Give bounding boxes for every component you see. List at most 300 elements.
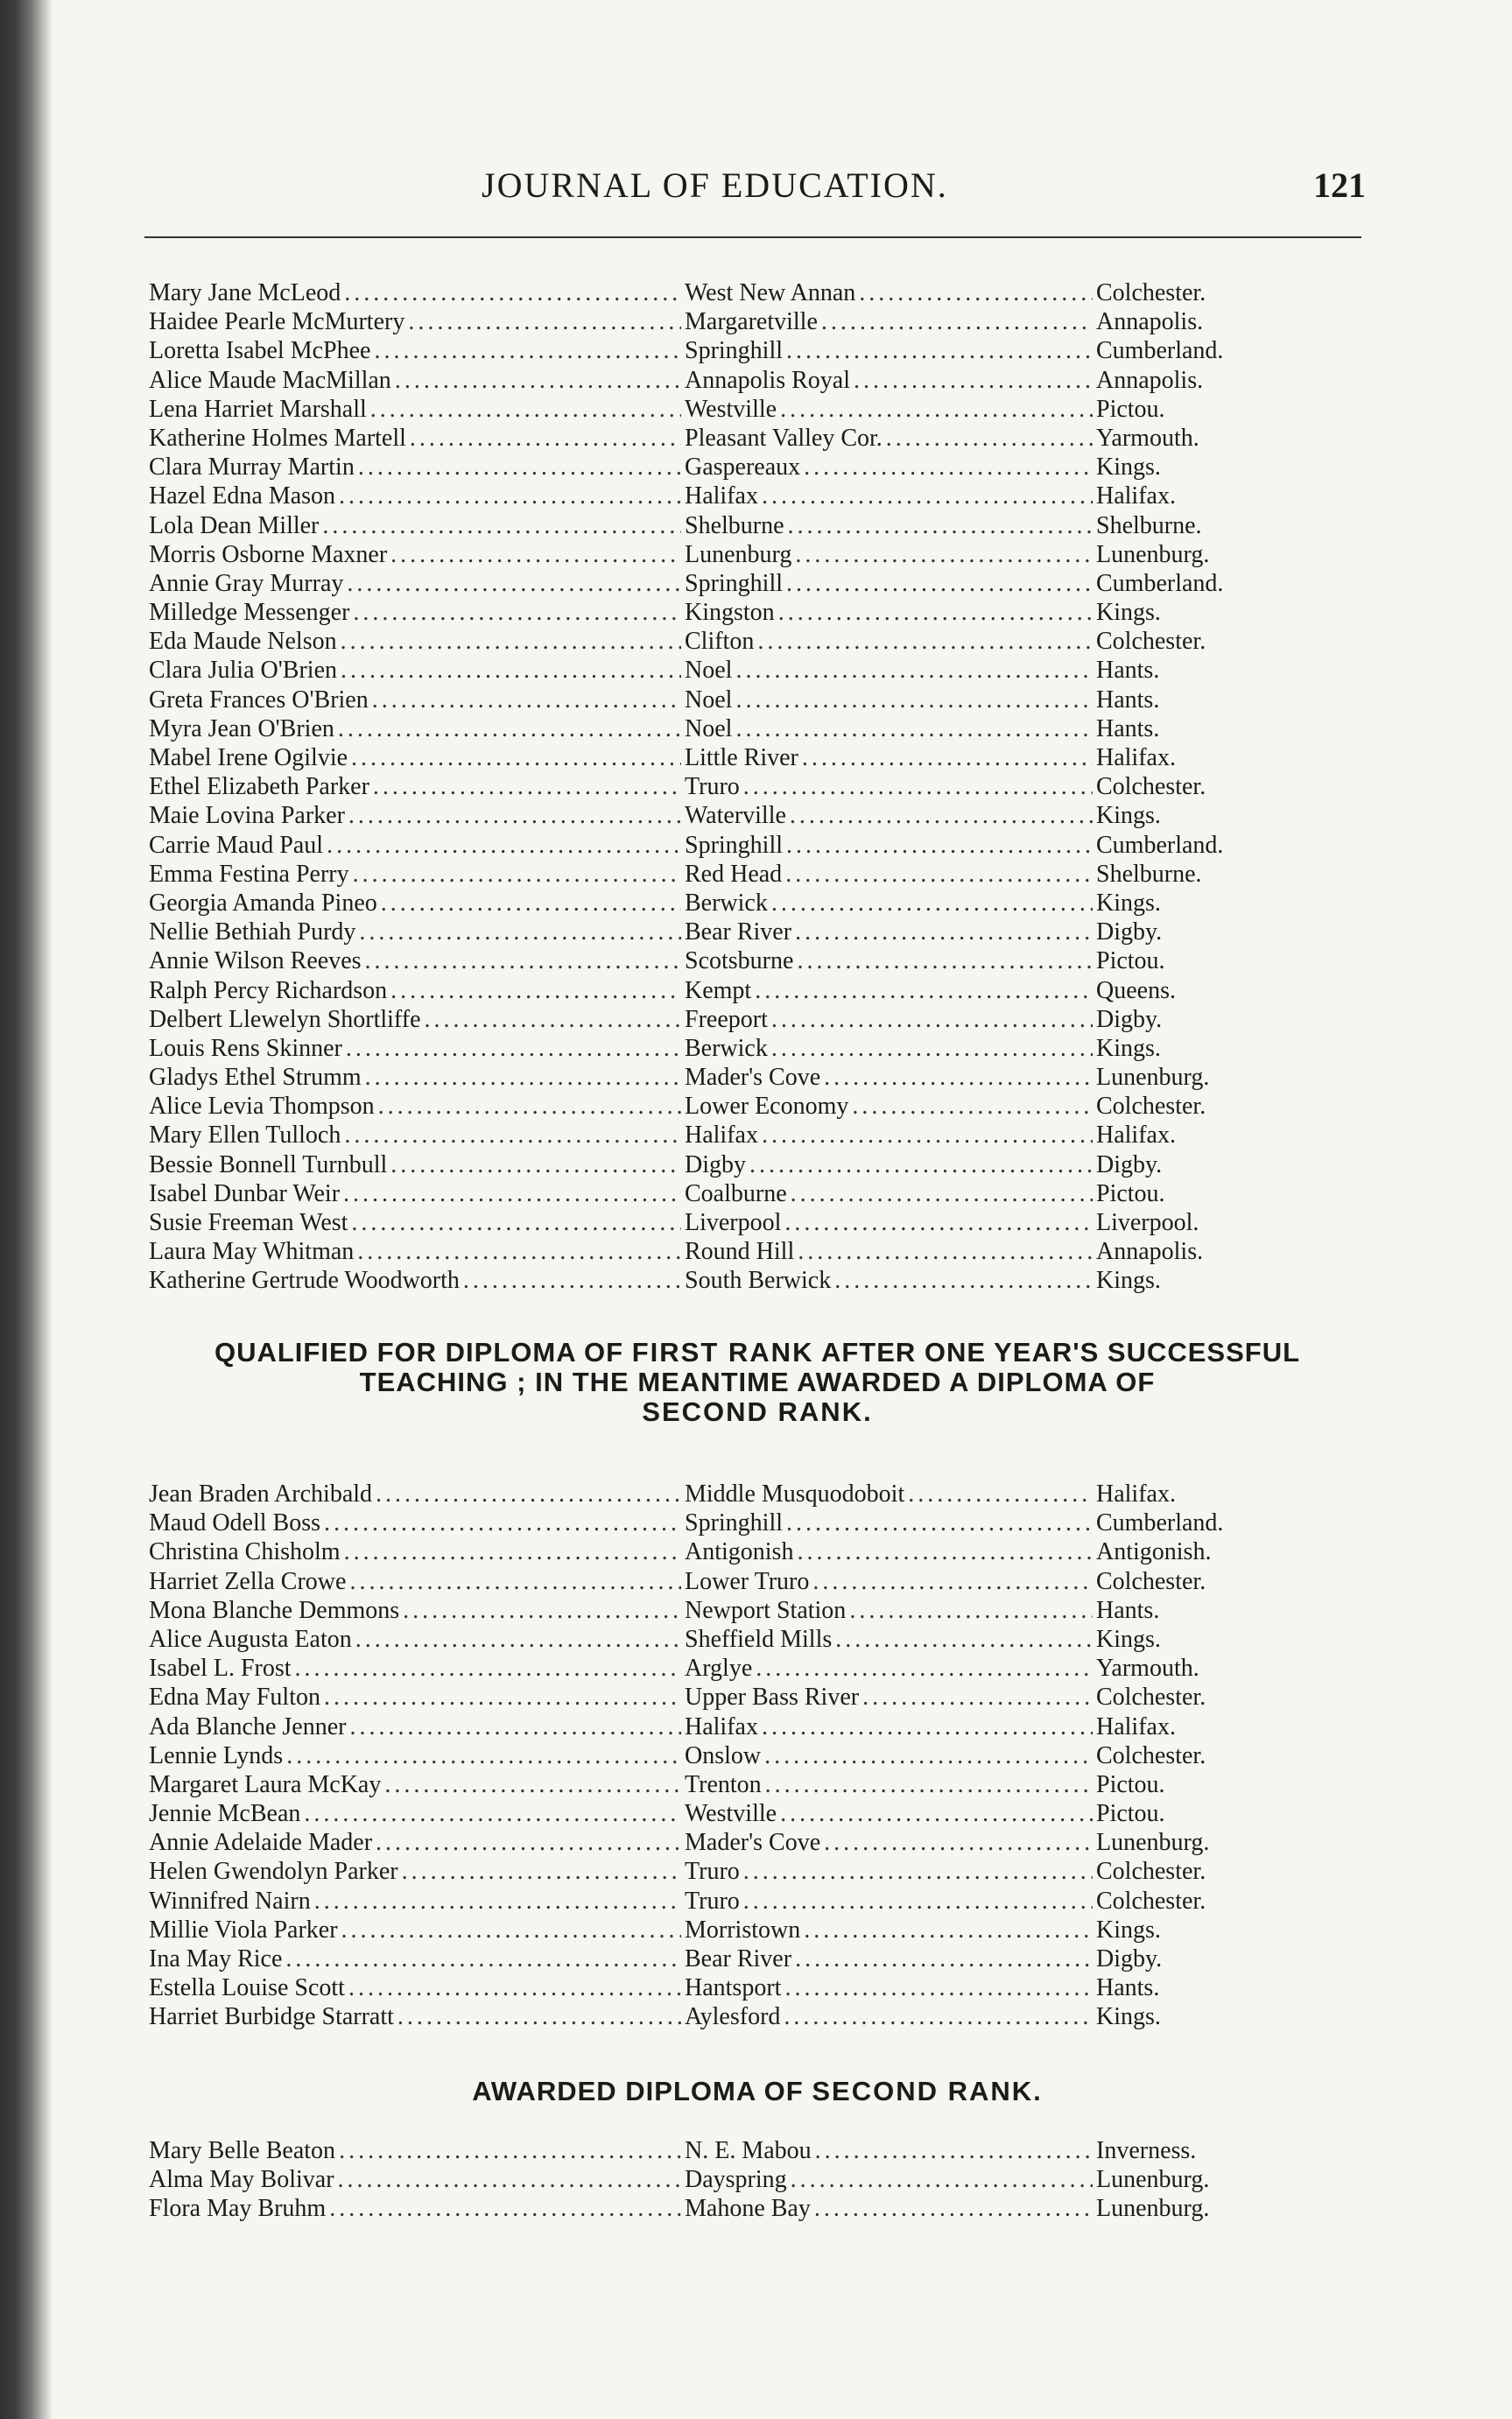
place-name: Morristown — [685, 1916, 801, 1944]
cell-place — [685, 2136, 1096, 2165]
county-name: Halifax. — [1096, 482, 1176, 510]
student-name: Katherine Holmes Martell — [149, 424, 406, 452]
county-name: Digby. — [1096, 918, 1163, 946]
cell-name — [149, 1150, 685, 1179]
student-name: Isabel L. Frost — [149, 1655, 292, 1683]
rank-label: FIRST RANK — [631, 1337, 814, 1368]
cell-name — [149, 1683, 685, 1712]
dot-leader — [374, 336, 681, 365]
dot-leader — [378, 1092, 681, 1121]
cell-place — [685, 1770, 1096, 1799]
cell-place — [685, 1944, 1096, 1973]
dot-leader — [814, 2194, 1093, 2223]
dot-leader — [786, 569, 1093, 598]
cell-place — [685, 569, 1096, 598]
dot-leader — [765, 1770, 1093, 1799]
cell-place — [685, 1596, 1096, 1625]
place-name: Mahone Bay — [685, 2195, 811, 2223]
cell-place — [685, 1683, 1096, 1712]
list-item — [149, 540, 1274, 569]
list-item — [149, 336, 1274, 365]
section-heading-line-3: SECOND RANK. — [642, 1396, 873, 1427]
dot-leader — [286, 1741, 681, 1770]
dot-leader — [743, 772, 1093, 801]
dot-leader — [339, 2136, 681, 2165]
dot-leader — [351, 743, 681, 772]
county-name: Antigonish. — [1096, 1538, 1212, 1566]
cell-name — [149, 540, 685, 569]
cell-name — [149, 2194, 685, 2223]
dot-leader — [784, 1208, 1093, 1237]
dot-leader — [862, 1683, 1093, 1712]
cell-name — [149, 424, 685, 453]
place-name: Arglye — [685, 1655, 753, 1683]
dot-leader — [365, 1063, 681, 1092]
cell-name — [149, 889, 685, 918]
county-name: Colchester. — [1096, 1567, 1206, 1595]
cell-name — [149, 1537, 685, 1566]
county-name: Halifax. — [1096, 1712, 1176, 1740]
county-name: Annapolis. — [1096, 308, 1204, 336]
list-item — [149, 831, 1274, 860]
dot-leader — [852, 1092, 1093, 1121]
student-name: Harriet Burbidge Starratt — [149, 2003, 394, 2031]
cell-name — [149, 2002, 685, 2031]
list-item — [149, 1625, 1274, 1654]
list-item — [149, 2002, 1274, 2031]
place-name: Kempt — [685, 976, 752, 1004]
list-item — [149, 1480, 1274, 1508]
student-name: Susie Freeman West — [149, 1209, 348, 1236]
list-item — [149, 976, 1274, 1005]
dot-leader — [324, 1683, 681, 1712]
dot-leader — [735, 714, 1093, 743]
cell-name — [149, 860, 685, 889]
cell-place — [685, 278, 1096, 307]
place-name: Trenton — [685, 1770, 762, 1798]
cell-place — [685, 772, 1096, 801]
list-item — [149, 1208, 1274, 1237]
cell-name — [149, 686, 685, 714]
county-name: Hants. — [1096, 1974, 1160, 2002]
dot-leader — [390, 976, 681, 1005]
dot-leader — [341, 627, 681, 656]
dot-leader — [795, 1944, 1093, 1973]
list-item — [149, 656, 1274, 685]
place-name: Aylesford — [685, 2003, 781, 2031]
list-item — [149, 1005, 1274, 1034]
dot-leader — [795, 918, 1093, 946]
student-name: Clara Murray Martin — [149, 454, 355, 482]
list-item — [149, 1596, 1274, 1625]
cell-name — [149, 1887, 685, 1916]
student-name: Mary Jane McLeod — [149, 279, 341, 306]
county-name: Pictou. — [1096, 1179, 1165, 1207]
dot-leader — [341, 656, 681, 685]
dot-leader — [785, 860, 1093, 889]
cell-name — [149, 1741, 685, 1770]
dot-leader — [341, 1916, 681, 1944]
cell-place — [685, 1092, 1096, 1121]
cell-place — [685, 860, 1096, 889]
dot-leader — [359, 918, 681, 946]
cell-name — [149, 656, 685, 685]
dot-leader — [410, 424, 681, 453]
dot-leader — [295, 1654, 681, 1683]
list-item — [149, 1799, 1274, 1828]
place-name: West New Annan — [685, 279, 856, 306]
place-name: Digby — [685, 1150, 746, 1178]
cell-name — [149, 801, 685, 830]
student-name: Nellie Bethiah Purdy — [149, 918, 356, 946]
county-name: Pictou. — [1096, 1770, 1165, 1798]
dot-leader — [463, 1266, 681, 1295]
county-name: Liverpool. — [1096, 1209, 1199, 1236]
cell-name — [149, 946, 685, 975]
county-name: Lunenburg. — [1096, 2166, 1210, 2194]
county-name: Lunenburg. — [1096, 1829, 1210, 1857]
list-item — [149, 1944, 1274, 1973]
list-item — [149, 772, 1274, 801]
county-name: Kings. — [1096, 599, 1161, 627]
cell-name — [149, 1973, 685, 2002]
student-name: Milledge Messenger — [149, 599, 350, 627]
county-name: Cumberland. — [1096, 569, 1224, 597]
place-name: Sheffield Mills — [685, 1625, 833, 1653]
cell-name — [149, 2165, 685, 2194]
county-name: Cumberland. — [1096, 337, 1224, 365]
dot-leader — [790, 801, 1093, 830]
dot-leader — [327, 831, 681, 860]
cell-name — [149, 1567, 685, 1596]
cell-name — [149, 1480, 685, 1508]
dot-leader — [756, 1654, 1093, 1683]
list-item — [149, 2165, 1274, 2194]
student-name: Edna May Fulton — [149, 1684, 320, 1712]
cell-name — [149, 1508, 685, 1537]
list-item — [149, 1770, 1274, 1799]
dot-leader — [780, 1799, 1093, 1828]
cell-place — [685, 976, 1096, 1005]
place-name: Onslow — [685, 1741, 762, 1769]
student-name: Annie Adelaide Mader — [149, 1829, 373, 1857]
student-name: Harriet Zella Crowe — [149, 1567, 347, 1595]
list-item — [149, 278, 1274, 307]
rank-label: SECOND RANK. — [812, 2076, 1043, 2106]
cell-place — [685, 2002, 1096, 2031]
cell-name — [149, 453, 685, 482]
student-name: Mona Blanche Demmons — [149, 1596, 400, 1624]
place-name: Kingston — [685, 599, 775, 627]
county-name: Queens. — [1096, 976, 1176, 1004]
student-name: Jennie McBean — [149, 1800, 301, 1828]
cell-place — [685, 2165, 1096, 2194]
student-name: Millie Viola Parker — [149, 1916, 338, 1944]
county-name: Yarmouth. — [1096, 1655, 1199, 1683]
list-item — [149, 627, 1274, 656]
header-rule — [144, 236, 1361, 238]
dot-leader — [357, 1237, 681, 1266]
place-name: Lower Economy — [685, 1093, 849, 1121]
cell-place — [685, 1266, 1096, 1295]
dot-leader — [329, 2194, 681, 2223]
list-item — [149, 918, 1274, 946]
list-item — [149, 1741, 1274, 1770]
dot-leader — [786, 336, 1093, 365]
county-name: Inverness. — [1096, 2137, 1197, 2164]
place-name: Springhill — [685, 1509, 784, 1537]
section-heading-second-rank: AWARDED DIPLOMA OF SECOND RANK. — [472, 2076, 1043, 2106]
cell-place — [685, 1005, 1096, 1034]
cell-place — [685, 395, 1096, 424]
dot-leader — [886, 424, 1093, 453]
cell-place — [685, 482, 1096, 510]
student-name: Annie Wilson Reeves — [149, 947, 362, 975]
cell-place — [685, 1063, 1096, 1092]
dot-leader — [784, 1973, 1093, 2002]
list-item — [149, 743, 1274, 772]
student-name: Mary Belle Beaton — [149, 2137, 336, 2164]
dot-leader — [786, 831, 1093, 860]
dot-leader — [798, 1237, 1093, 1266]
county-name: Colchester. — [1096, 773, 1206, 801]
dot-leader — [780, 395, 1093, 424]
dot-leader — [812, 1567, 1093, 1596]
dot-leader — [408, 307, 681, 336]
county-name: Kings. — [1096, 454, 1161, 482]
dot-leader — [735, 656, 1093, 685]
cell-name — [149, 1596, 685, 1625]
student-name: Alice Maude MacMillan — [149, 366, 391, 394]
list-item — [149, 1266, 1274, 1295]
place-name: Upper Bass River — [685, 1684, 860, 1712]
place-name: Liverpool — [685, 1209, 782, 1236]
cell-name — [149, 1712, 685, 1741]
student-name: Emma Festina Perry — [149, 860, 349, 888]
student-name: Ada Blanche Jenner — [149, 1712, 347, 1740]
place-name: Lower Truro — [685, 1567, 810, 1595]
dot-leader — [381, 889, 681, 918]
county-name: Colchester. — [1096, 628, 1206, 656]
list-item — [149, 1150, 1274, 1179]
list-item — [149, 2194, 1274, 2223]
dot-leader — [344, 1537, 681, 1566]
dot-leader — [304, 1799, 681, 1828]
dot-leader — [346, 1034, 681, 1063]
dot-leader — [373, 772, 681, 801]
cell-place — [685, 801, 1096, 830]
dot-leader — [322, 511, 681, 540]
list-item — [149, 889, 1274, 918]
place-name: Annapolis Royal — [685, 366, 850, 394]
place-name: Little River — [685, 744, 798, 771]
cell-name — [149, 2136, 685, 2165]
county-name: Cumberland. — [1096, 831, 1224, 859]
student-name: Winnifred Nairn — [149, 1887, 311, 1915]
cell-name — [149, 1179, 685, 1208]
dot-leader — [403, 1596, 681, 1625]
cell-place — [685, 1508, 1096, 1537]
dot-leader — [815, 2136, 1093, 2165]
dot-leader — [425, 1005, 681, 1034]
cell-name — [149, 1237, 685, 1266]
dot-leader — [749, 1150, 1093, 1179]
place-name: Mader's Cove — [685, 1064, 821, 1092]
list-item — [149, 598, 1274, 627]
cell-place — [685, 1480, 1096, 1508]
county-name: Pictou. — [1096, 1800, 1165, 1828]
cell-name — [149, 976, 685, 1005]
place-name: Bear River — [685, 918, 792, 946]
cell-name — [149, 1266, 685, 1295]
list-item — [149, 482, 1274, 510]
county-name: Kings. — [1096, 1267, 1161, 1295]
dot-leader — [390, 540, 681, 569]
section-heading-line-1: QUALIFIED FOR DIPLOMA OF FIRST RANK AFTER ONE YEAR'S SUCCESSFUL — [214, 1337, 1301, 1368]
cell-place — [685, 2194, 1096, 2223]
dot-leader — [349, 1567, 681, 1596]
student-name: Alice Levia Thompson — [149, 1093, 375, 1121]
place-name: Mader's Cove — [685, 1829, 821, 1857]
student-name: Myra Jean O'Brien — [149, 714, 334, 742]
dot-leader — [797, 946, 1093, 975]
county-name: Colchester. — [1096, 279, 1206, 306]
dot-leader — [339, 482, 681, 510]
page-number: 121 — [1313, 165, 1366, 205]
list-item — [149, 453, 1274, 482]
cell-name — [149, 307, 685, 336]
dot-leader — [402, 1857, 681, 1886]
dot-leader — [370, 395, 681, 424]
dot-leader — [762, 1712, 1093, 1741]
student-name: Margaret Laura McKay — [149, 1770, 382, 1798]
cell-name — [149, 743, 685, 772]
dot-leader — [854, 366, 1093, 395]
cell-place — [685, 307, 1096, 336]
dot-leader — [338, 2165, 681, 2194]
student-name: Delbert Llewelyn Shortliffe — [149, 1005, 421, 1033]
student-name: Carrie Maud Paul — [149, 831, 324, 859]
dot-leader — [784, 2002, 1093, 2031]
cell-place — [685, 918, 1096, 946]
cell-place — [685, 336, 1096, 365]
county-name: Colchester. — [1096, 1887, 1206, 1915]
place-name: N. E. Mabou — [685, 2137, 812, 2164]
cell-place — [685, 714, 1096, 743]
place-name: Scotsburne — [685, 947, 794, 975]
county-name: Hants. — [1096, 657, 1160, 685]
place-name: Red Head — [685, 860, 783, 888]
list-item — [149, 395, 1274, 424]
list-item — [149, 1179, 1274, 1208]
cell-place — [685, 1208, 1096, 1237]
cell-name — [149, 1625, 685, 1654]
cell-name — [149, 1770, 685, 1799]
county-name: Colchester. — [1096, 1684, 1206, 1712]
cell-name — [149, 482, 685, 510]
dot-leader — [824, 1828, 1093, 1857]
student-name: Alma May Bolivar — [149, 2166, 334, 2194]
dot-leader — [791, 1179, 1093, 1208]
list-item — [149, 860, 1274, 889]
list-item — [149, 307, 1274, 336]
student-name: Katherine Gertrude Woodworth — [149, 1267, 460, 1295]
place-name: Newport Station — [685, 1596, 847, 1624]
list-item — [149, 686, 1274, 714]
place-name: Coalburne — [685, 1179, 787, 1207]
cell-place — [685, 656, 1096, 685]
list-item — [149, 1567, 1274, 1596]
dot-leader — [384, 1770, 681, 1799]
county-name: Shelburne. — [1096, 860, 1202, 888]
dot-leader — [795, 540, 1093, 569]
journal-title: JOURNAL OF EDUCATION. — [482, 165, 948, 205]
place-name: Antigonish — [685, 1538, 794, 1566]
dot-leader — [834, 1266, 1093, 1295]
student-name: Laura May Whitman — [149, 1238, 355, 1266]
list-item — [149, 714, 1274, 743]
place-name: Middle Musquodoboit — [685, 1480, 905, 1508]
cell-name — [149, 598, 685, 627]
student-name: Ina May Rice — [149, 1945, 283, 1972]
county-name: Kings. — [1096, 1625, 1161, 1653]
list-item — [149, 1654, 1274, 1683]
cell-name — [149, 627, 685, 656]
cell-name — [149, 1121, 685, 1150]
student-name: Christina Chisholm — [149, 1538, 341, 1566]
dot-leader — [372, 686, 681, 714]
dot-leader — [778, 598, 1093, 627]
cell-name — [149, 831, 685, 860]
place-name: Pleasant Valley Cor. — [685, 424, 883, 452]
cell-place — [685, 1857, 1096, 1886]
place-name: Berwick — [685, 889, 768, 917]
dot-leader — [735, 686, 1093, 714]
dot-leader — [771, 1034, 1093, 1063]
student-name: Flora May Bruhm — [149, 2195, 327, 2223]
student-name: Estella Louise Scott — [149, 1974, 345, 2002]
list-item — [149, 2136, 1274, 2165]
place-name: Westville — [685, 1800, 777, 1828]
dot-leader — [743, 1887, 1093, 1916]
place-name: Margaretville — [685, 308, 818, 336]
cell-name — [149, 714, 685, 743]
dot-leader — [347, 569, 681, 598]
dot-leader — [771, 1005, 1093, 1034]
student-name: Ralph Percy Richardson — [149, 976, 388, 1004]
county-name: Hants. — [1096, 714, 1160, 742]
county-name: Pictou. — [1096, 395, 1165, 423]
dot-leader — [314, 1887, 681, 1916]
cell-name — [149, 772, 685, 801]
place-name: Round Hill — [685, 1238, 795, 1266]
list-item — [149, 1537, 1274, 1566]
cell-place — [685, 1150, 1096, 1179]
county-name: Kings. — [1096, 802, 1161, 830]
list-item — [149, 1508, 1274, 1537]
dot-leader — [824, 1063, 1093, 1092]
student-name: Lennie Lynds — [149, 1741, 284, 1769]
dot-leader — [908, 1480, 1093, 1508]
list-item — [149, 569, 1274, 598]
list-item — [149, 946, 1274, 975]
list-item — [149, 1712, 1274, 1741]
list-item — [149, 1916, 1274, 1944]
dot-leader — [755, 976, 1093, 1005]
dot-leader — [376, 1828, 681, 1857]
student-name: Georgia Amanda Pineo — [149, 889, 377, 917]
place-name: Halifax — [685, 482, 758, 510]
